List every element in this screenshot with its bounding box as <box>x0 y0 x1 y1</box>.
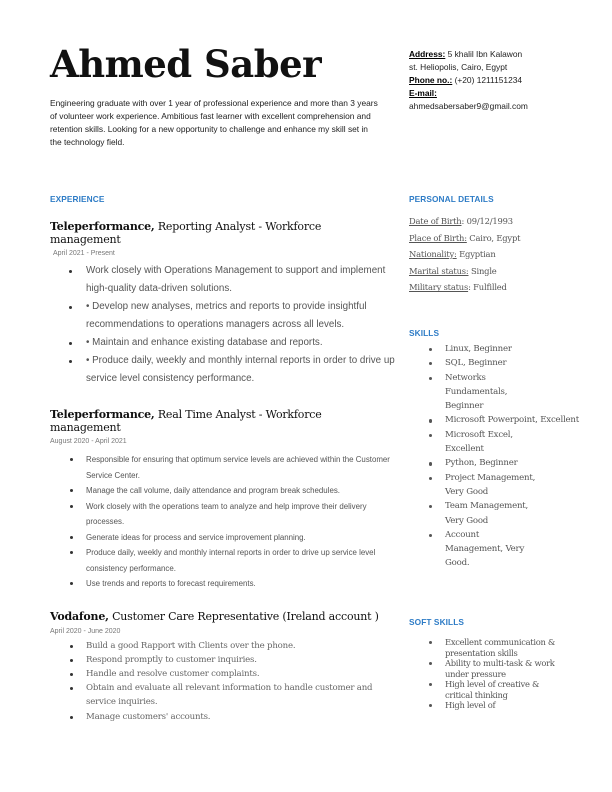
phone-row <box>409 74 579 87</box>
list-item: Produce daily, weekly and monthly internal reports in order to drive up service level consistency performance. <box>50 545 395 576</box>
list-item: Project Management, Very Good <box>409 471 555 500</box>
address-row-2: st. Heliopolis, Cairo, Egypt <box>409 61 508 72</box>
list-item: Respond promptly to customer inquiries. <box>50 653 395 667</box>
detail-value: Single <box>468 265 497 276</box>
job-date: April 2021 - Present <box>53 250 115 257</box>
email-label-row <box>409 87 579 100</box>
detail-label: Place of Birth: <box>409 232 467 243</box>
detail-value: : 09/12/1993 <box>461 216 513 226</box>
personal-details-list <box>409 213 579 296</box>
contact-block <box>409 48 579 113</box>
list-item: Manage customers' accounts. <box>50 710 395 724</box>
skills-heading: SKILLS <box>409 328 440 338</box>
profile-summary: Engineering graduate with over 1 year of professional experience and more than 3 years of volunteer work experience. Ambitious fast learner with excellent comprehension and retention skills. Looking for a new opportunity to challenge and enhance my skill set in the technology field. <box>50 98 378 147</box>
job-date: August 2020 - April 2021 <box>50 438 127 445</box>
list-item: Generate ideas for process and service improvement planning. <box>50 530 395 546</box>
job-role: Real Time Analyst - Workforce management <box>50 408 322 434</box>
list-item: Obtain and evaluate all relevant information to handle customer and service inquiries. <box>50 681 395 709</box>
job-title <box>50 409 395 434</box>
list-item: Excellent communication & presentation skills <box>409 637 559 658</box>
list-item: Microsoft Powerpoint, Excellent <box>409 413 579 427</box>
detail-label: Nationality: <box>409 249 457 260</box>
job-title <box>50 221 395 246</box>
detail-row <box>409 230 579 247</box>
list-item: Python, Beginner <box>409 456 579 470</box>
soft-skills-block <box>409 637 559 711</box>
list-item: Team Management, Very Good <box>409 499 545 528</box>
list-item: Build a good Rapport with Clients over the phone. <box>50 639 395 653</box>
soft-skills-list <box>409 637 559 711</box>
detail-label: Military status <box>409 282 469 293</box>
list-item: • Maintain and enhance existing database and reports. <box>50 334 395 352</box>
job-bullets <box>50 262 395 388</box>
detail-row <box>409 213 579 230</box>
soft-skills-heading: SOFT SKILLS <box>409 617 465 627</box>
job-entry <box>50 221 395 388</box>
job-bullets <box>50 639 395 724</box>
detail-label: Date of Birth <box>409 216 462 226</box>
list-item: Use trends and reports to forecast requirements. <box>50 576 395 592</box>
phone-value: (+20) 1211151234 <box>452 74 523 85</box>
list-item: SQL, Beginner <box>409 356 579 370</box>
list-item: Microsoft Excel, Excellent <box>409 428 525 457</box>
personal-details-heading: PERSONAL DETAILS <box>409 194 494 204</box>
job-entry <box>50 409 395 592</box>
detail-row <box>409 246 579 263</box>
phone-label: Phone no.: <box>409 74 453 85</box>
detail-value: Cairo, Egypt <box>466 232 521 243</box>
job-bullets <box>50 452 395 592</box>
experience-heading: EXPERIENCE <box>50 194 105 204</box>
email-value[interactable]: ahmedsabersaber9@gmail.com <box>409 100 528 111</box>
detail-row <box>409 279 579 296</box>
list-item: • Develop new analyses, metrics and reports to provide insightful recommendations to operations managers across all levels. <box>50 298 395 334</box>
job-company: Teleperformance, <box>50 408 155 421</box>
list-item: Responsible for ensuring that optimum service levels are achieved within the Customer Service Center. <box>50 452 395 483</box>
list-item: Manage the call volume, daily attendance and program break schedules. <box>50 483 395 499</box>
list-item: Work closely with Operations Management to support and implement high-quality data-driven solutions. <box>50 262 395 298</box>
job-role: Customer Care Representative (Ireland account ) <box>108 610 379 623</box>
list-item: Networks Fundamentals, Beginner <box>409 371 515 414</box>
job-role: Reporting Analyst - Workforce management <box>50 220 322 246</box>
job-entry <box>50 611 395 724</box>
job-company: Vodafone, <box>50 610 109 623</box>
list-item: Linux, Beginner <box>409 342 579 356</box>
address-row <box>409 48 579 61</box>
candidate-name: Ahmed Saber <box>50 42 322 86</box>
address-label: Address: <box>409 49 446 59</box>
list-item: • Produce daily, weekly and monthly internal reports in order to drive up service level consistency performance. <box>50 352 395 388</box>
job-company: Teleperformance, <box>50 220 155 233</box>
skills-block <box>409 342 579 571</box>
job-title <box>50 611 395 624</box>
detail-row <box>409 263 579 280</box>
list-item: Ability to multi-task & work under pressure <box>409 658 559 679</box>
list-item: High level of creative & critical thinking <box>409 679 559 700</box>
list-item: Handle and resolve customer complaints. <box>50 667 395 681</box>
detail-value: Egyptian <box>456 249 496 260</box>
list-item: Work closely with the operations team to analyze and help improve their delivery processes. <box>50 499 395 530</box>
list-item: High level of <box>409 700 559 711</box>
address-value: 5 khalil Ibn Kalawon <box>445 49 523 59</box>
skills-list <box>409 342 579 571</box>
detail-value: : Fulfilled <box>468 282 507 293</box>
job-date: April 2020 - June 2020 <box>50 627 121 635</box>
list-item: Account Management, Very Good. <box>409 528 535 571</box>
email-label: E-mail: <box>409 87 437 98</box>
detail-label: Marital status: <box>409 265 469 276</box>
